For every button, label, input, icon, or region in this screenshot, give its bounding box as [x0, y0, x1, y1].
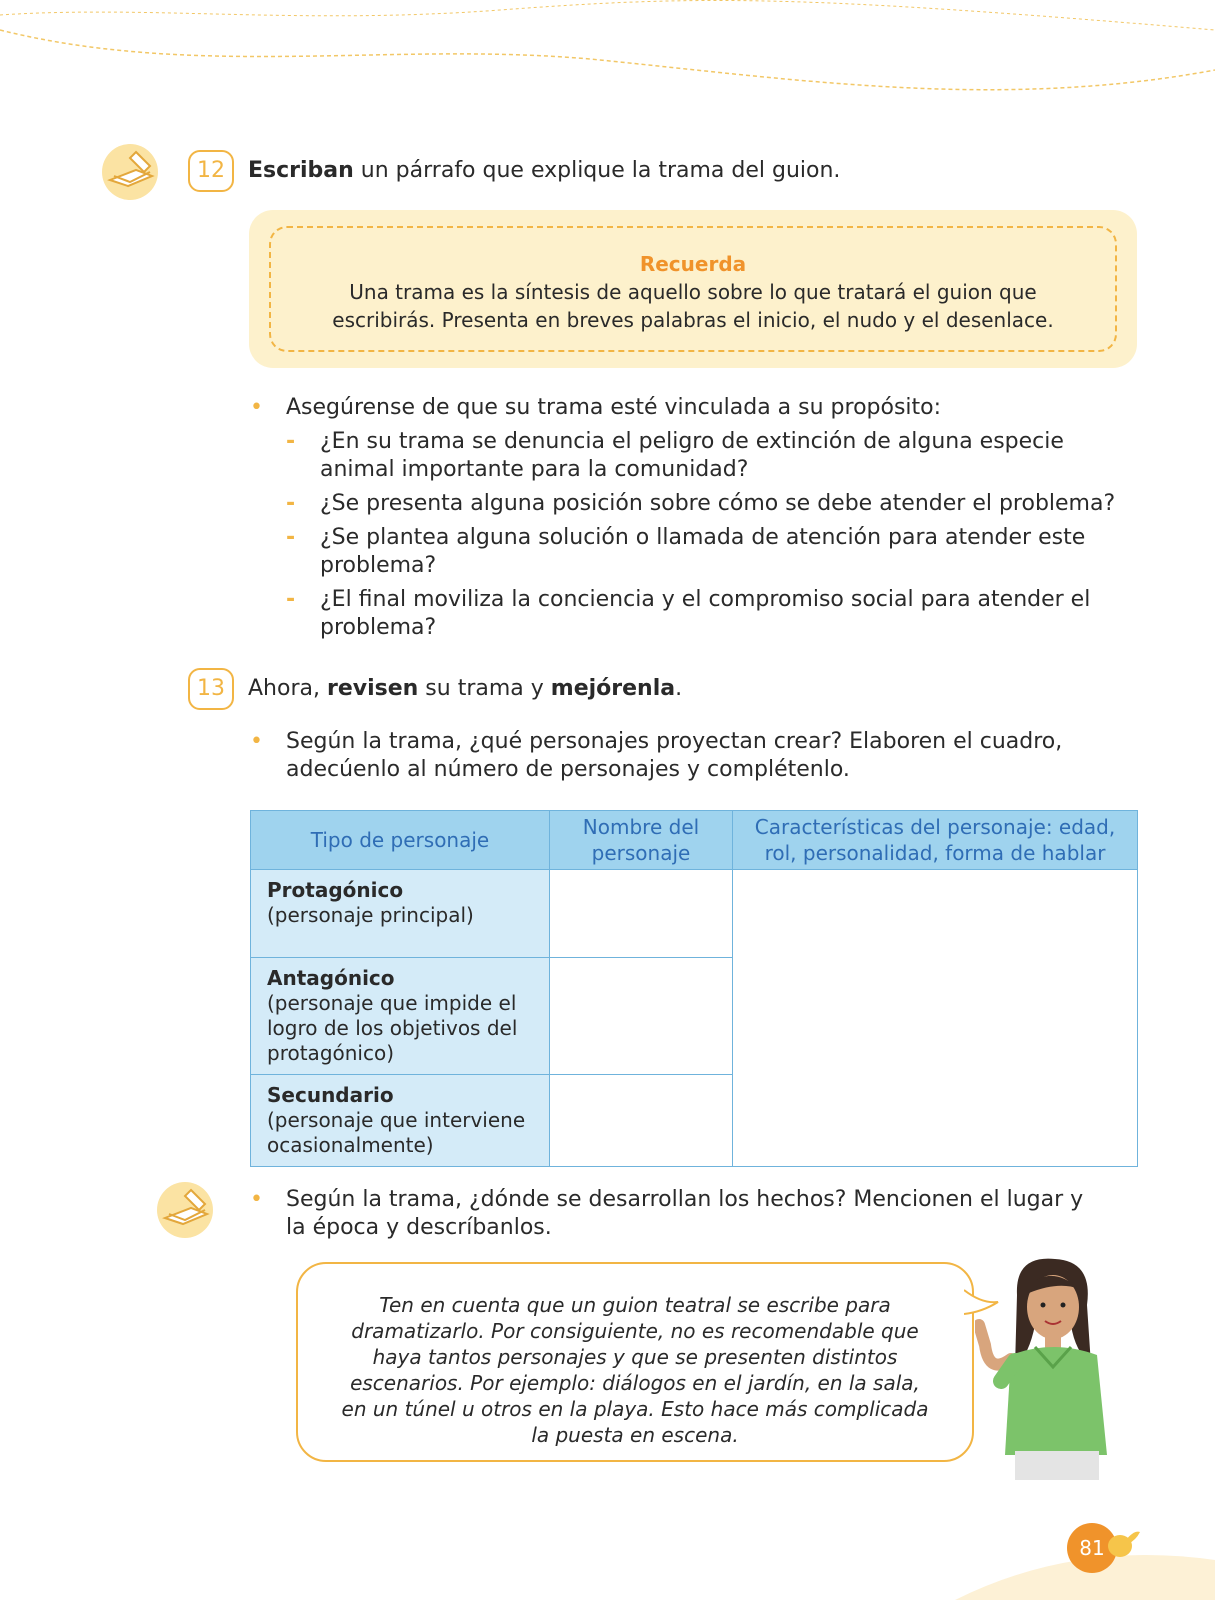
name-cell[interactable]	[550, 1075, 733, 1167]
instruction-part: Ahora,	[248, 676, 327, 701]
characters-prompt: Según la trama, ¿qué personajes proyectan crear? Elaboren el cuadro, adecúenlo al número de personajes y complétenlo.	[286, 729, 1063, 782]
tip-speech-bubble	[296, 1262, 974, 1462]
checklist-questions	[250, 428, 1140, 642]
activity-13-instruction	[248, 676, 682, 701]
header-characteristics: Características del personaje: edad, rol, personalidad, forma de hablar	[733, 811, 1138, 870]
checklist-item	[250, 490, 1140, 518]
setting-prompt: Según la trama, ¿dónde se desarrollan los hechos? Mencionen el lugar y la época y descríbanlos.	[286, 1187, 1084, 1240]
dash-marker: -	[286, 429, 296, 454]
activity-12-instruction	[248, 158, 840, 183]
bullet-dot: •	[250, 1187, 263, 1212]
characters-prompt-row	[250, 728, 1090, 784]
type-description: (personaje principal)	[267, 903, 474, 927]
decorative-waves	[0, 0, 1215, 110]
checklist-item	[250, 586, 1140, 642]
checklist-intro: Asegúrense de que su trama esté vinculada a su propósito:	[286, 395, 942, 420]
table-header-row	[251, 811, 1138, 870]
characteristics-cell[interactable]	[733, 870, 1138, 1167]
page-number: 81	[1067, 1523, 1117, 1573]
instruction-verb: Escriban	[248, 158, 354, 183]
table-row	[251, 870, 1138, 958]
type-name: Secundario	[267, 1083, 394, 1107]
bullet-dot: •	[250, 729, 263, 754]
checklist-item-text: ¿Se plantea alguna solución o llamada de atención para atender este problema?	[320, 525, 1086, 578]
recuerda-text: Una trama es la síntesis de aquello sobre lo que tratará el guion que escribirás. Presenta en breves palabras el inicio, el nudo y el desenlace.	[332, 280, 1054, 332]
checklist-item	[250, 524, 1140, 580]
bullet-dot: •	[250, 395, 263, 420]
checklist-item-text: ¿Se presenta alguna posición sobre cómo se debe atender el problema?	[320, 491, 1116, 516]
page-number-leaf-icon	[1108, 1526, 1142, 1560]
recuerda-dashed-frame	[269, 226, 1117, 352]
characters-table	[250, 810, 1138, 1167]
checklist-item-text: ¿El final moviliza la conciencia y el compromiso social para atender el problema?	[320, 587, 1091, 640]
instruction-verb: revisen	[326, 676, 419, 701]
writing-activity-icon	[155, 1178, 219, 1242]
name-cell[interactable]	[550, 958, 733, 1075]
checklist-item	[250, 428, 1140, 484]
checklist-item-text: ¿En su trama se denuncia el peligro de extinción de alguna especie animal importante para la comunidad?	[320, 429, 1064, 482]
activity-number-12: 12	[188, 150, 234, 192]
dash-marker: -	[286, 525, 296, 550]
recuerda-box	[249, 210, 1137, 368]
writing-activity-icon	[100, 140, 164, 204]
dash-marker: -	[286, 587, 296, 612]
type-cell	[251, 958, 550, 1075]
checklist	[250, 394, 1140, 648]
type-cell	[251, 1075, 550, 1167]
name-cell[interactable]	[550, 870, 733, 958]
header-type: Tipo de personaje	[251, 811, 550, 870]
instruction-verb: mejórenla	[550, 676, 676, 701]
type-name: Antagónico	[267, 966, 395, 990]
type-name: Protagónico	[267, 878, 404, 902]
activity-number-13: 13	[188, 668, 234, 710]
type-description: (personaje que interviene ocasionalmente)	[267, 1108, 526, 1157]
setting-prompt-row	[250, 1186, 1090, 1242]
dash-marker: -	[286, 491, 296, 516]
type-cell	[251, 870, 550, 958]
instruction-rest: un párrafo que explique la trama del guion.	[353, 158, 841, 183]
header-name: Nombre del personaje	[550, 811, 733, 870]
instruction-part: su trama y	[418, 676, 551, 701]
type-description: (personaje que impide el logro de los objetivos del protagónico)	[267, 991, 518, 1065]
girl-illustration	[975, 1255, 1125, 1480]
tip-text: Ten en cuenta que un guion teatral se escribe para dramatizarlo. Por consiguiente, no es recomendable que haya tantos personajes y que se presenten distintos escenarios. Por ejemplo: diálogos en el jardín, en la sala, en un túnel u otros en la playa. Esto hace más complicada la puesta en escena.	[341, 1293, 929, 1447]
checklist-intro-row	[250, 394, 1140, 422]
recuerda-title: Recuerda	[639, 252, 747, 276]
instruction-part: .	[675, 676, 683, 701]
